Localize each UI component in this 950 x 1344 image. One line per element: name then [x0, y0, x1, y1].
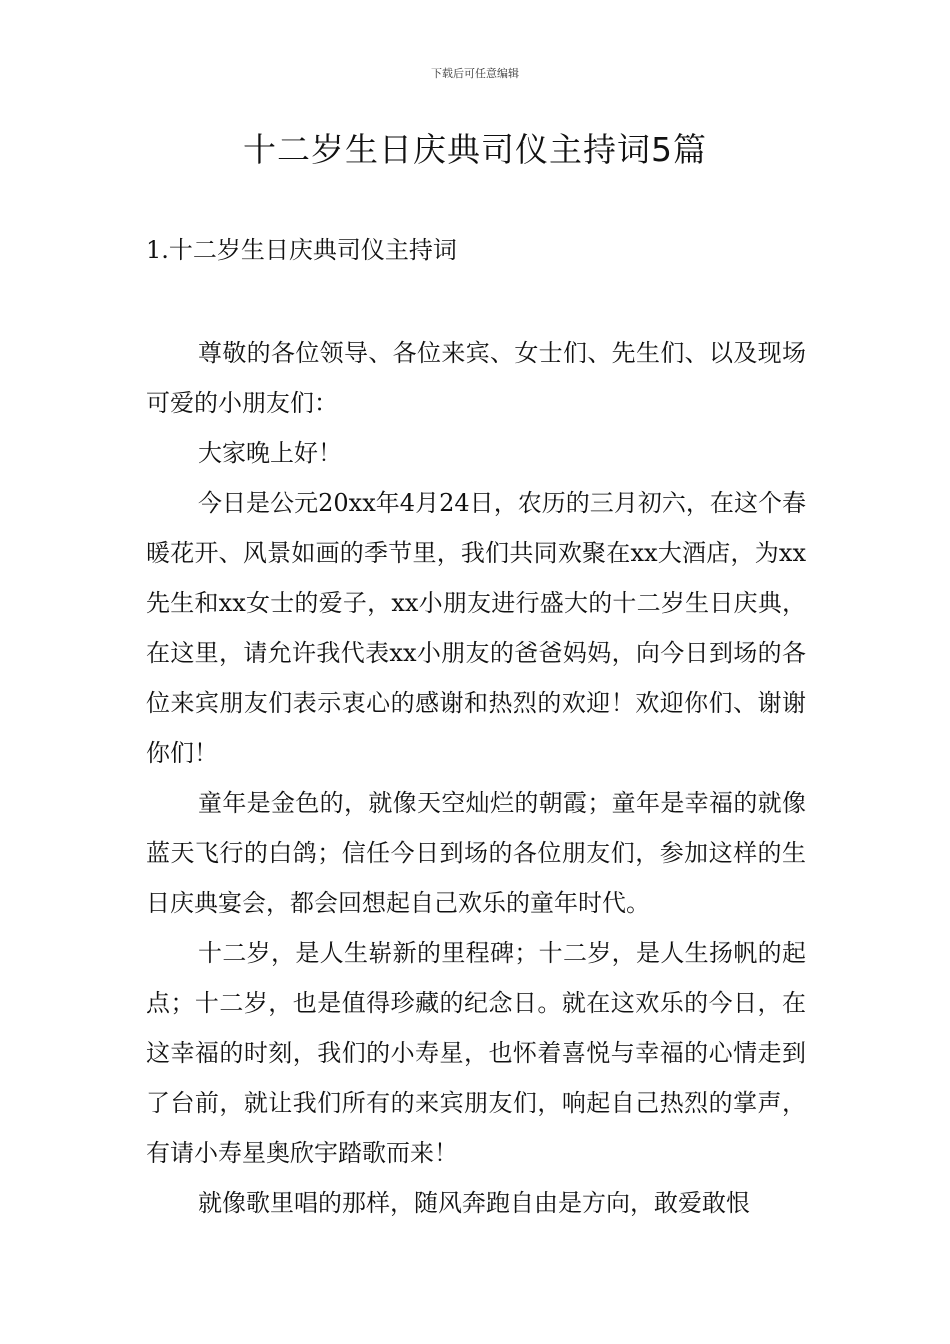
document-title: 十二岁生日庆典司仪主持词5篇	[243, 130, 707, 169]
paragraph-childhood: 童年是金色的，就像天空灿烂的朝霞；童年是幸福的就像蓝天飞行的白鸽；信任今日到场的各位朋友们，参加这样的生日庆典宴会，都会回想起自己欢乐的童年时代。	[146, 789, 806, 917]
paragraph-song: 就像歌里唱的那样，随风奔跑自由是方向，敢爱敢恨	[198, 1189, 750, 1217]
paragraph-date-intro: 今日是公元20xx年4月24日，农历的三月初六，在这个春暖花开、风景如画的季节里，我们共同欢聚在xx大酒店，为xx先生和xx女士的爱子，xx小朋友进行盛大的十二岁生日庆典，在这里，请允许我代表xx小朋友的爸爸妈妈，向今日到场的各位来宾朋友们表示衷心的感谢和热烈的欢迎！欢迎你们、谢谢你们！	[146, 489, 806, 767]
paragraph-hello: 大家晚上好！	[198, 439, 342, 467]
section-heading: 1.十二岁生日庆典司仪主持词	[146, 236, 457, 264]
header-note: 下载后可任意编辑	[431, 67, 519, 80]
body-text	[146, 328, 806, 1228]
paragraph-greeting: 尊敬的各位领导、各位来宾、女士们、先生们、以及现场可爱的小朋友们：	[146, 339, 806, 417]
paragraph-twelve: 十二岁，是人生崭新的里程碑；十二岁，是人生扬帆的起点；十二岁，也是值得珍藏的纪念日。就在这欢乐的今日，在这幸福的时刻，我们的小寿星，也怀着喜悦与幸福的心情走到了台前，就让我们所有的来宾朋友们，响起自己热烈的掌声，有请小寿星奥欣宇踏歌而来！	[146, 939, 806, 1167]
